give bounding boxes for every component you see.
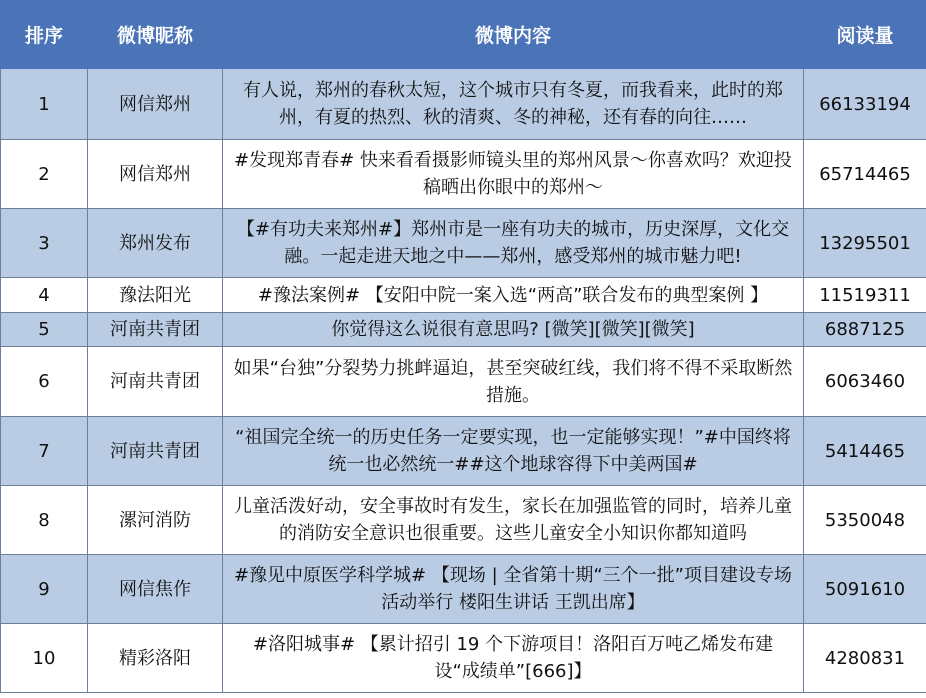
rank-cell: 6	[1, 347, 88, 417]
nickname-cell: 河南共青团	[88, 313, 223, 347]
nickname-cell: 漯河消防	[88, 486, 223, 555]
content-cell: 如果“台独”分裂势力挑衅逼迫，甚至突破红线，我们将不得不采取断然措施。	[223, 347, 804, 417]
table-row	[1, 209, 926, 278]
reads-cell: 65714465	[804, 140, 926, 209]
rank-cell: 2	[1, 140, 88, 209]
header-nickname: 微博昵称	[88, 1, 223, 69]
table-header	[1, 1, 926, 69]
reads-cell: 5414465	[804, 417, 926, 486]
nickname-cell: 网信郑州	[88, 69, 223, 140]
header-row	[1, 1, 926, 69]
rank-cell: 7	[1, 417, 88, 486]
table-row	[1, 347, 926, 417]
content-cell: #洛阳城事# 【累计招引 19 个下游项目！洛阳百万吨乙烯发布建设“成绩单”[666]】	[223, 624, 804, 693]
nickname-cell: 河南共青团	[88, 417, 223, 486]
nickname-cell: 精彩洛阳	[88, 624, 223, 693]
table-row	[1, 624, 926, 693]
header-reads: 阅读量	[804, 1, 926, 69]
content-cell: 有人说，郑州的春秋太短，这个城市只有冬夏，而我看来，此时的郑州，有夏的热烈、秋的清爽、冬的神秘，还有春的向往……	[223, 69, 804, 140]
reads-cell: 5091610	[804, 555, 926, 624]
reads-cell: 13295501	[804, 209, 926, 278]
reads-cell: 5350048	[804, 486, 926, 555]
rank-cell: 1	[1, 69, 88, 140]
header-content: 微博内容	[223, 1, 804, 69]
content-cell: #豫法案例# 【安阳中院一案入选“两高”联合发布的典型案例 】	[223, 278, 804, 313]
rank-cell: 9	[1, 555, 88, 624]
table-row	[1, 278, 926, 313]
table-row	[1, 486, 926, 555]
table-row	[1, 313, 926, 347]
table-row	[1, 140, 926, 209]
table-body	[1, 69, 926, 693]
rank-cell: 4	[1, 278, 88, 313]
rank-cell: 5	[1, 313, 88, 347]
header-rank: 排序	[1, 1, 88, 69]
rank-cell: 3	[1, 209, 88, 278]
table-row	[1, 69, 926, 140]
reads-cell: 4280831	[804, 624, 926, 693]
content-cell: #发现郑青春# 快来看看摄影师镜头里的郑州风景～你喜欢吗？欢迎投稿晒出你眼中的郑州～	[223, 140, 804, 209]
reads-cell: 6887125	[804, 313, 926, 347]
content-cell: 你觉得这么说很有意思吗? [微笑][微笑][微笑]	[223, 313, 804, 347]
content-cell: 【#有功夫来郑州#】郑州市是一座有功夫的城市，历史深厚，文化交融。一起走进天地之中——郑州，感受郑州的城市魅力吧!	[223, 209, 804, 278]
reads-cell: 66133194	[804, 69, 926, 140]
reads-cell: 6063460	[804, 347, 926, 417]
table-row	[1, 555, 926, 624]
nickname-cell: 网信焦作	[88, 555, 223, 624]
nickname-cell: 网信郑州	[88, 140, 223, 209]
content-cell: 儿童活泼好动，安全事故时有发生，家长在加强监管的同时，培养儿童的消防安全意识也很重要。这些儿童安全小知识你都知道吗	[223, 486, 804, 555]
rank-cell: 8	[1, 486, 88, 555]
nickname-cell: 河南共青团	[88, 347, 223, 417]
nickname-cell: 豫法阳光	[88, 278, 223, 313]
content-cell: “祖国完全统一的历史任务一定要实现，也一定能够实现！”#中国终将统一也必然统一##这个地球容得下中美两国#	[223, 417, 804, 486]
nickname-cell: 郑州发布	[88, 209, 223, 278]
reads-cell: 11519311	[804, 278, 926, 313]
content-cell: #豫见中原医学科学城# 【现场 | 全省第十期“三个一批”项目建设专场活动举行 楼阳生讲话 王凯出席】	[223, 555, 804, 624]
table-row	[1, 417, 926, 486]
rank-cell: 10	[1, 624, 88, 693]
